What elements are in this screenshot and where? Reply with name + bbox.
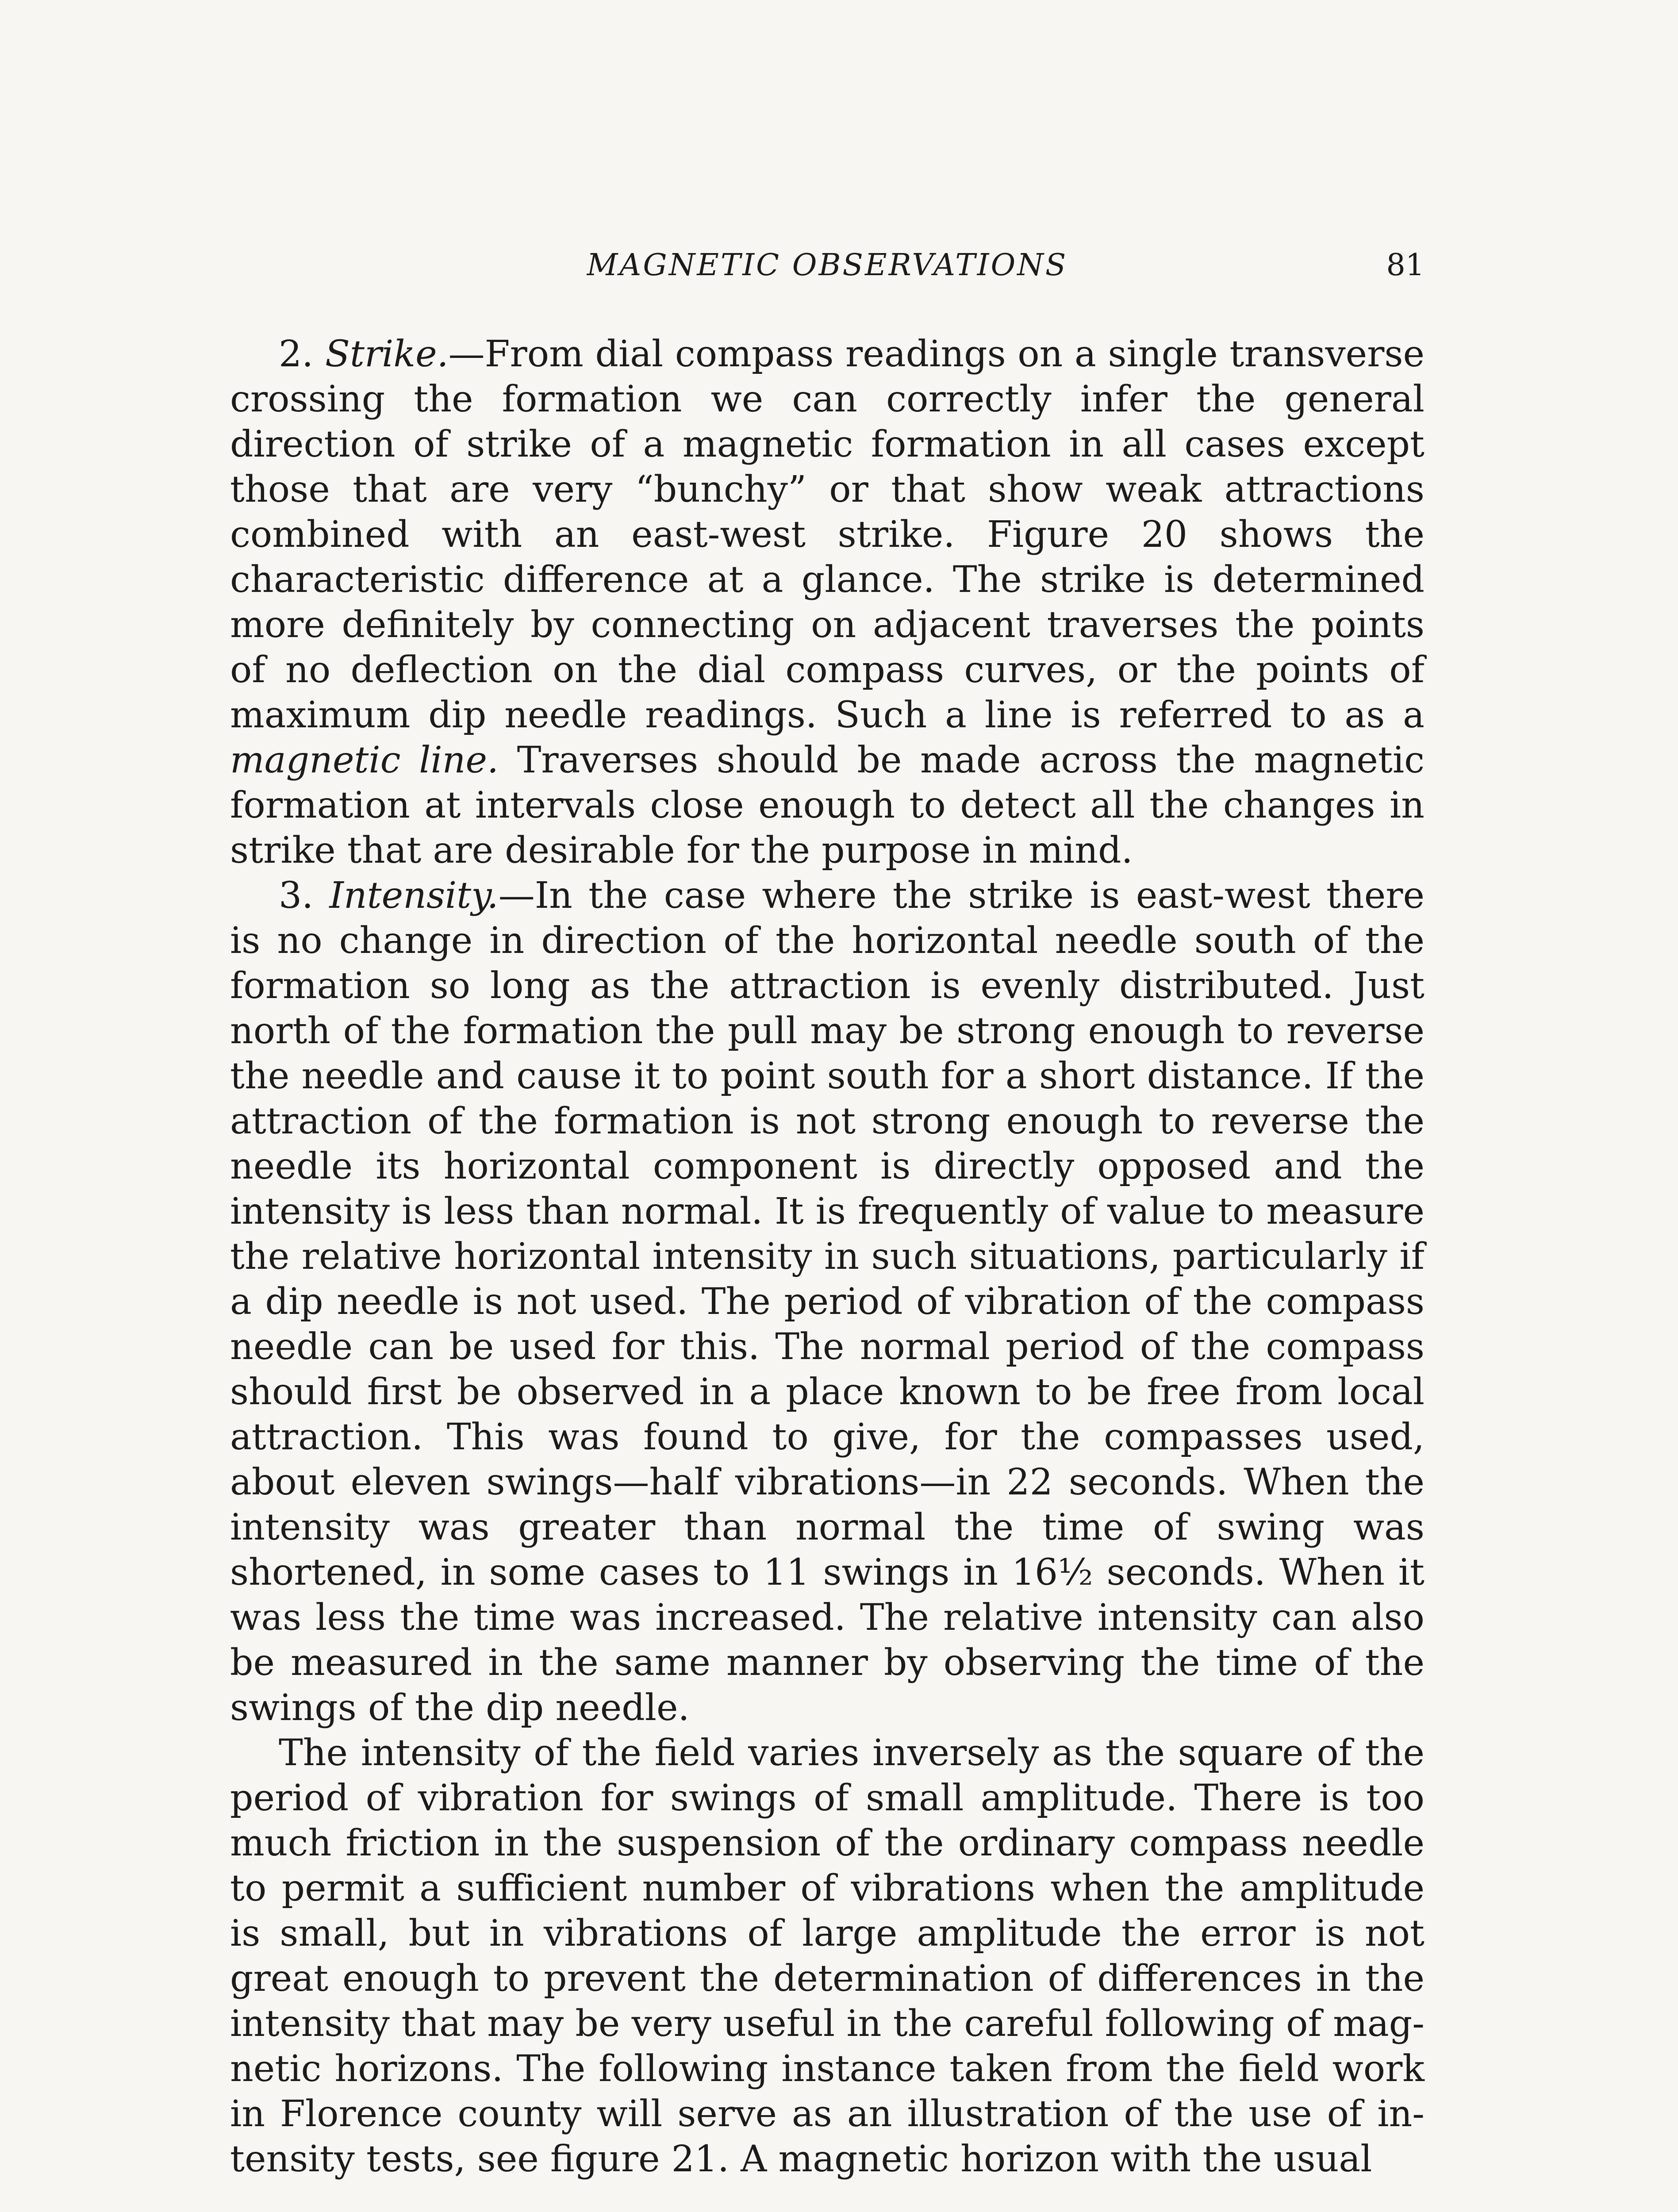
paragraph-intensity xyxy=(230,873,1425,1731)
paragraph-strike xyxy=(230,332,1425,873)
paragraph-lead-strike: Strike. xyxy=(325,333,449,375)
running-title: MAGNETIC OBSERVATIONS xyxy=(587,248,1068,283)
paragraph-field-intensity xyxy=(230,1731,1425,2182)
paragraph-text: The intensity of the field varies inversely as the square of the period of vibration for swings of small amplitude. There is too much friction in the suspension of the ordinary compass needle to permit a sufficient number of vibrations when the amplitude is small, but in vibrations of large amplitude the error is not great enough to prevent the determination of differences in the intensity that may be very useful in the careful following of magnetic horizons. The following instance taken from the field work in Florence county will serve as an illustration of the use of intensity tests, see figure 21. A magnetic horizon with the usual xyxy=(230,1732,1425,2180)
paragraph-number: 3. xyxy=(279,875,314,917)
emphasis-magnetic-line: magnetic line. xyxy=(230,739,499,781)
paragraph-lead-intensity: Intensity. xyxy=(329,875,499,917)
paragraph-text: —From dial compass readings on a single transverse crossing the formation we can correctly infer the general direction of strike of a magnetic formation in all cases except those that are very “bunchy” or that show weak attractions combined with an east-west strike. Figure 20 shows the characteristic difference at a glance. The strike is determined more definitely by connecting on adjacent traverses the points of no deflection on the dial compass curves, or the points of maximum dip needle readings. Such a line is referred to as a xyxy=(230,333,1425,736)
body-text xyxy=(230,332,1425,2182)
page-header xyxy=(230,248,1425,296)
paragraph-number: 2. xyxy=(279,333,314,375)
page-number: 81 xyxy=(1386,248,1425,283)
paragraph-text: —In the case where the strike is east-west there is no change in direction of the horizontal needle south of the formation so long as the attraction is evenly distributed. Just north of the formation the pull may be strong enough to reverse the needle and cause it to point south for a short distance. If the attraction of the formation is not strong enough to reverse the needle its horizontal component is directly opposed and the intensity is less than normal. It is frequently of value to measure the relative horizontal intensity in such situations, particularly if a dip needle is not used. The period of vibration of the compass needle can be used for this. The normal period of the compass should first be observed in a place known to be free from local attraction. This was found to give, for the compasses used, about eleven swings—half vibrations—in 22 seconds. When the intensity was greater than normal the time of swing was shortened, in some cases to 11 swings in 16½ seconds. When it was less the time was increased. The relative intensity can also be measured in the same manner by observing the time of the swings of the dip needle. xyxy=(230,875,1425,1729)
paragraph-text-tail: Traverses should be made across the magnetic formation at intervals close enough to detect all the changes in strike that are desirable for the purpose in mind. xyxy=(230,739,1425,872)
